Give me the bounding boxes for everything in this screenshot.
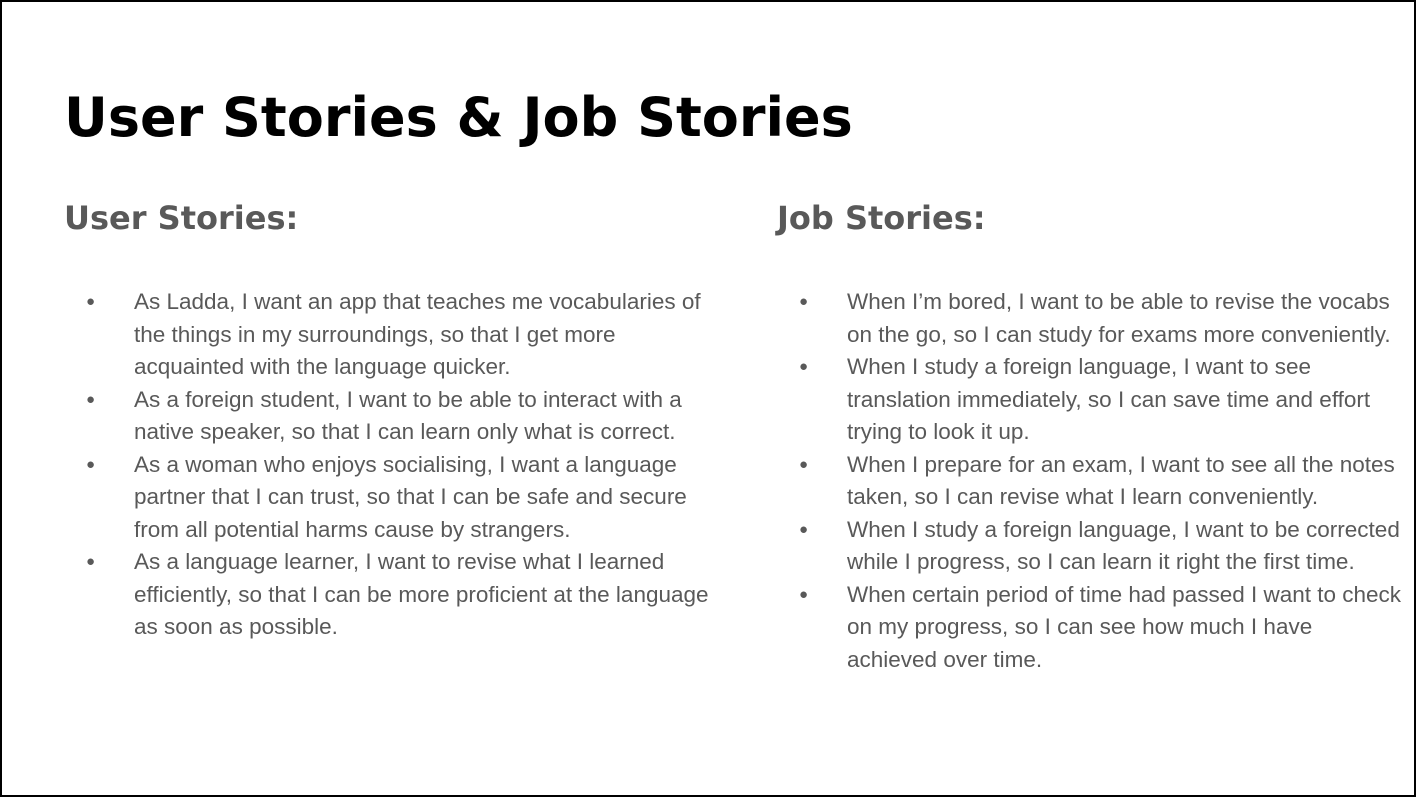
- bullet-icon: ●: [799, 358, 809, 375]
- bullet-icon: ●: [799, 293, 809, 310]
- user-story-item: [64, 286, 724, 384]
- user-stories-heading: User Stories:: [64, 199, 299, 237]
- job-story-item: [777, 514, 1402, 579]
- bullet-icon: ●: [799, 520, 809, 538]
- bullet-icon: ●: [799, 455, 809, 473]
- bullet-icon: ●: [86, 293, 96, 310]
- user-stories-list: [64, 286, 724, 644]
- job-stories-list: [777, 286, 1402, 676]
- job-story-text: When I study a foreign language, I want to see translation immediately, so I can save time and effort trying to look it up.: [847, 354, 1371, 444]
- job-story-text: When I study a foreign language, I want to be corrected while I progress, so I can learn it right the first time.: [847, 516, 1400, 574]
- job-stories-heading: Job Stories:: [777, 199, 986, 237]
- job-story-text: When certain period of time had passed I want to check on my progress, so I can see how much I have achieved over time.: [847, 581, 1402, 672]
- job-story-item: [777, 351, 1402, 449]
- job-story-text: When I’m bored, I want to be able to revise the vocabs on the go, so I can study for exams more conveniently.: [847, 289, 1391, 347]
- user-story-text: As a woman who enjoys socialising, I want a language partner that I can trust, so that I can be safe and secure from all potential harms cause by strangers.: [134, 451, 687, 542]
- job-story-item: [777, 449, 1402, 514]
- job-story-item: [777, 579, 1402, 677]
- bullet-icon: ●: [86, 553, 96, 570]
- user-story-item: [64, 546, 724, 644]
- bullet-icon: ●: [799, 585, 809, 603]
- user-story-item: [64, 449, 724, 547]
- bullet-icon: ●: [86, 390, 96, 408]
- job-story-item: [777, 286, 1402, 351]
- user-story-text: As a language learner, I want to revise what I learned efficiently, so that I can be more proficient at the language as soon as possible.: [134, 549, 709, 639]
- user-stories-column: [64, 192, 724, 644]
- user-story-text: As a foreign student, I want to be able to interact with a native speaker, so that I can learn only what is correct.: [134, 386, 682, 444]
- job-stories-column: [777, 192, 1402, 676]
- slide-title: User Stories & Job Stories: [64, 86, 853, 149]
- job-story-text: When I prepare for an exam, I want to see all the notes taken, so I can revise what I learn conveniently.: [847, 451, 1395, 509]
- user-story-item: [64, 384, 724, 449]
- user-story-text: As Ladda, I want an app that teaches me vocabularies of the things in my surroundings, so that I get more acquainted with the language quicker.: [134, 289, 701, 379]
- bullet-icon: ●: [86, 455, 96, 473]
